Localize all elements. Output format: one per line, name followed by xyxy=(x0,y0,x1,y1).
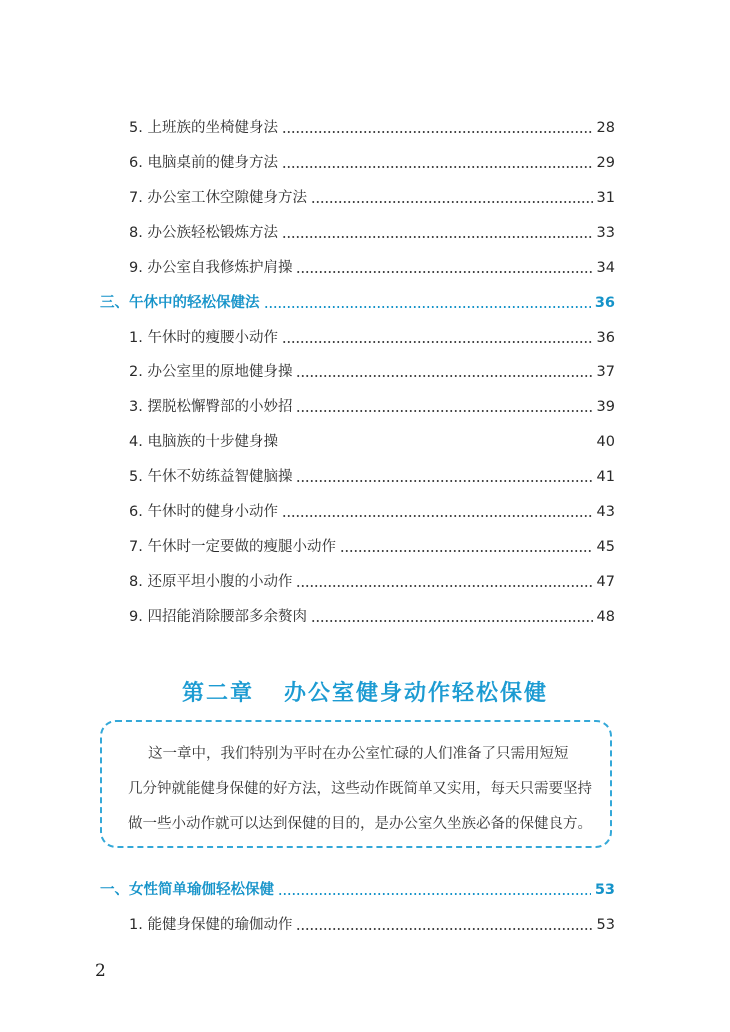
toc-entry-title: 4. 电脑族的十步健身操 xyxy=(129,434,278,450)
toc-entry-page: 28 xyxy=(596,120,615,136)
leader-dots xyxy=(282,236,593,238)
page-number: 2 xyxy=(95,961,106,981)
leader-dots xyxy=(282,515,593,517)
toc-entry-page: 43 xyxy=(596,504,615,520)
chapter-heading xyxy=(0,676,730,707)
toc-entry[interactable] xyxy=(129,428,615,452)
leader-dots xyxy=(264,306,591,308)
toc-entry[interactable] xyxy=(129,184,615,208)
toc-entry[interactable] xyxy=(129,533,615,557)
toc-entry-title: 6. 电脑桌前的健身方法 xyxy=(129,155,278,171)
toc-entry[interactable] xyxy=(129,324,615,348)
toc-entry[interactable] xyxy=(129,603,615,627)
toc-entry[interactable] xyxy=(129,254,615,278)
toc-entry[interactable] xyxy=(129,911,615,935)
toc-entry-title: 6. 午休时的健身小动作 xyxy=(129,504,278,520)
toc-entry-title: 5. 上班族的坐椅健身法 xyxy=(129,120,278,136)
leader-dots xyxy=(296,410,592,412)
toc-entry-page: 41 xyxy=(596,469,615,485)
toc-entry[interactable] xyxy=(129,358,615,382)
toc-entry-title: 7. 午休时一定要做的瘦腿小动作 xyxy=(129,539,336,555)
intro-text-line: 这一章中，我们特别为平时在办公室忙碌的人们准备了只需用短短 xyxy=(148,746,569,762)
toc-entry-page: 29 xyxy=(596,155,615,171)
leader-dots xyxy=(296,480,592,482)
intro-text-line: 几分钟就能健身保健的好方法，这些动作既简单又实用，每天只需要坚持 xyxy=(128,781,592,797)
toc-section-entry[interactable] xyxy=(100,289,615,313)
leader-dots xyxy=(296,271,592,273)
toc-entry-page: 36 xyxy=(594,295,615,311)
toc-entry-title: 5. 午休不妨练益智健脑操 xyxy=(129,469,293,485)
toc-entry-title: 3. 摆脱松懈臀部的小妙招 xyxy=(129,399,293,415)
toc-entry-page: 53 xyxy=(596,917,615,933)
leader-dots xyxy=(282,131,593,133)
toc-entry-title: 1. 午休时的瘦腰小动作 xyxy=(129,330,278,346)
toc-entry-title: 一、女性简单瑜伽轻松保健 xyxy=(100,882,274,898)
toc-entry-title: 2. 办公室里的原地健身操 xyxy=(129,364,293,380)
toc-entry[interactable] xyxy=(129,114,615,138)
toc-entry-page: 45 xyxy=(596,539,615,555)
toc-entry-page: 37 xyxy=(596,364,615,380)
toc-entry[interactable] xyxy=(129,498,615,522)
toc-entry-page: 36 xyxy=(596,330,615,346)
toc-entry[interactable] xyxy=(129,463,615,487)
toc-entry-page: 53 xyxy=(594,882,615,898)
toc-entry[interactable] xyxy=(129,393,615,417)
toc-entry-title: 7. 办公室工休空隙健身方法 xyxy=(129,190,307,206)
toc-entry-title: 1. 能健身保健的瑜伽动作 xyxy=(129,917,293,933)
leader-dots xyxy=(340,550,593,552)
leader-dots xyxy=(282,166,593,168)
toc-entry-page: 33 xyxy=(596,225,615,241)
toc-entry-title: 9. 办公室自我修炼护肩操 xyxy=(129,260,293,276)
toc-entry-page: 47 xyxy=(596,574,615,590)
intro-text-line: 做一些小动作就可以达到保健的目的，是办公室久坐族必备的保健良方。 xyxy=(128,816,592,832)
leader-dots xyxy=(282,341,593,343)
toc-entry-title: 三、午休中的轻松保健法 xyxy=(100,295,260,311)
toc-entry-title: 9. 四招能消除腰部多余赘肉 xyxy=(129,609,307,625)
chapter-title: 办公室健身动作轻松保健 xyxy=(284,681,549,706)
toc-entry-page: 40 xyxy=(596,434,615,450)
toc-entry-page: 48 xyxy=(596,609,615,625)
leader-dots xyxy=(296,375,592,377)
leader-dots xyxy=(311,620,593,622)
chapter-label: 第二章 xyxy=(181,681,254,706)
toc-entry-title: 8. 办公族轻松锻炼方法 xyxy=(129,225,278,241)
toc-entry-title: 8. 还原平坦小腹的小动作 xyxy=(129,574,293,590)
toc-section-entry[interactable] xyxy=(100,876,615,900)
toc-entry-page: 31 xyxy=(596,190,615,206)
leader-dots xyxy=(296,928,592,930)
leader-dots xyxy=(311,201,593,203)
toc-entry[interactable] xyxy=(129,568,615,592)
leader-dots xyxy=(296,585,592,587)
toc-entry-page: 34 xyxy=(596,260,615,276)
toc-entry[interactable] xyxy=(129,219,615,243)
toc-entry-page: 39 xyxy=(596,399,615,415)
toc-entry[interactable] xyxy=(129,149,615,173)
leader-dots xyxy=(278,893,591,895)
